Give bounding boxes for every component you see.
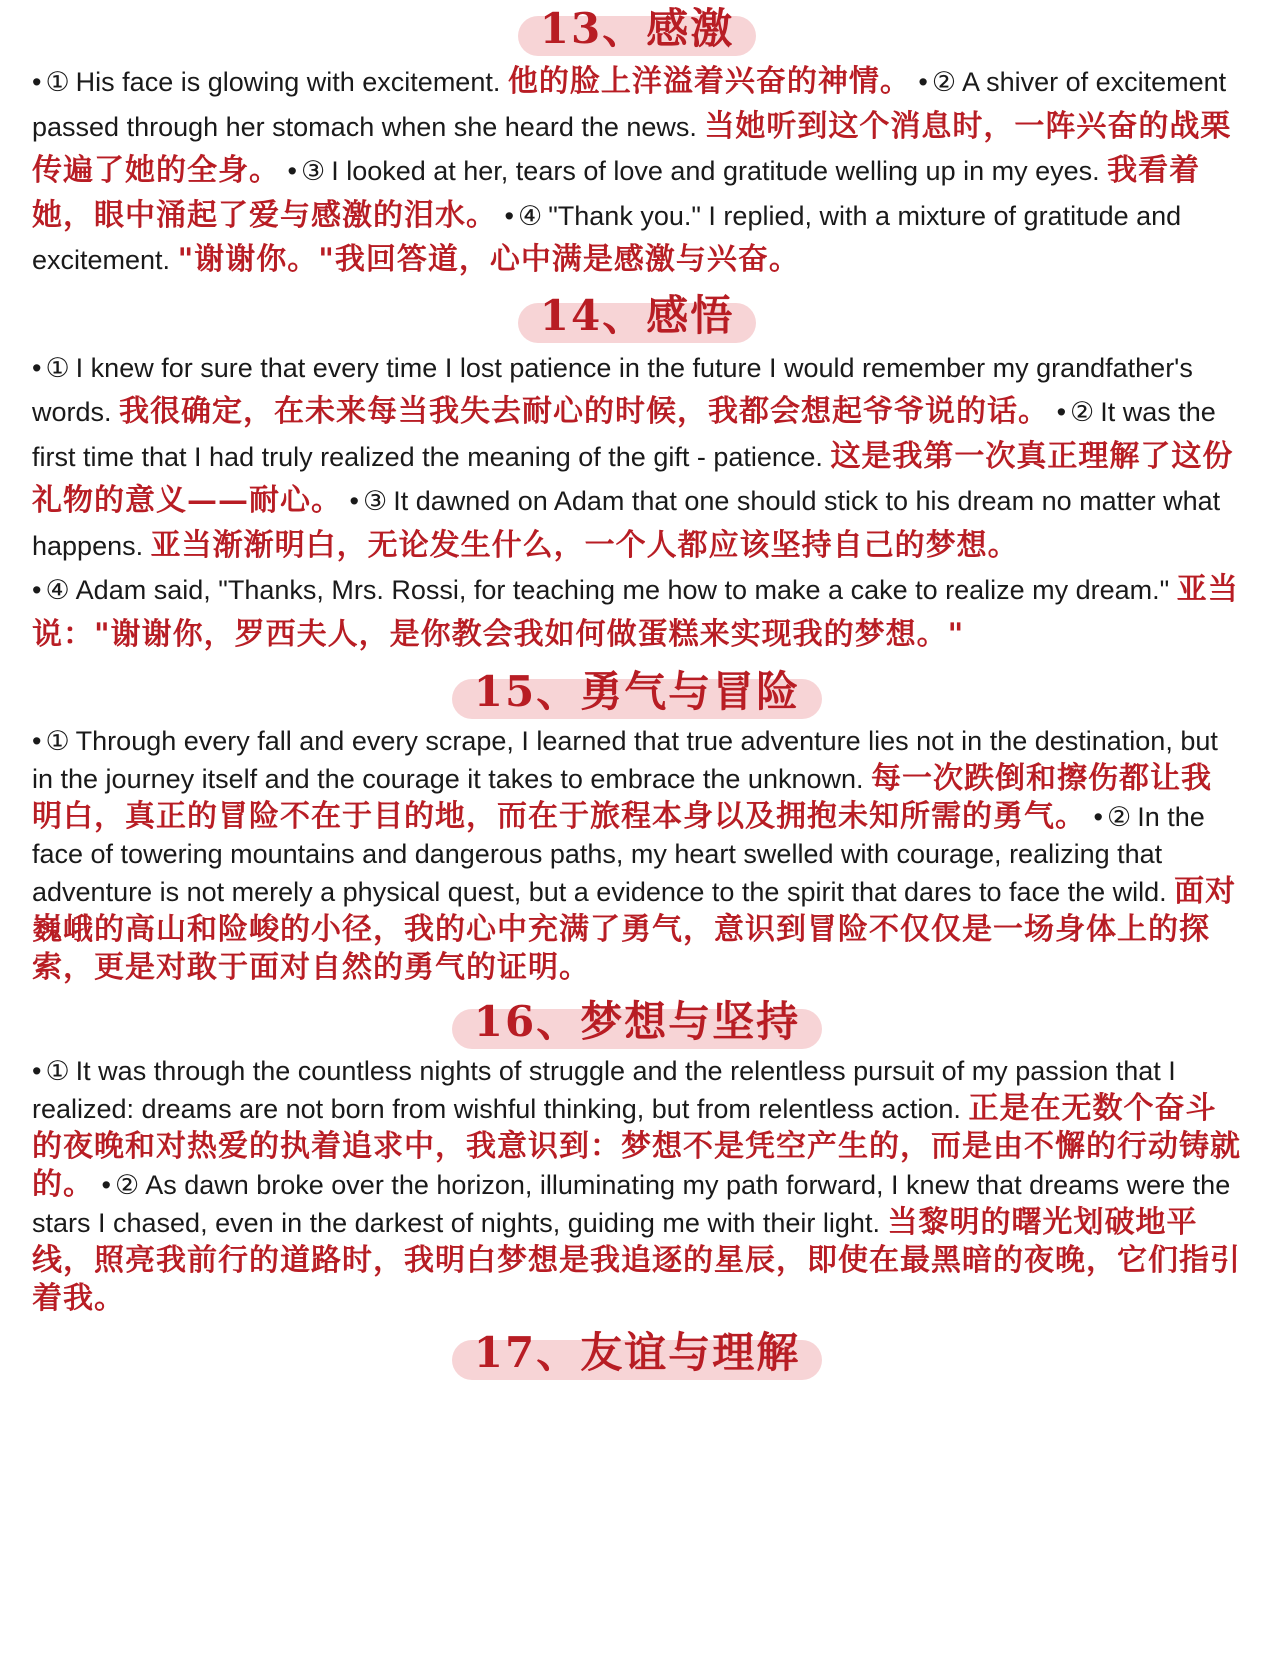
english-sentence: Through every fall and every scrape, I learned that true adventure lies not in the destination, but in the journey itself and the courage it takes to embrace the unknown. xyxy=(32,726,1218,794)
section-16 xyxy=(32,993,1242,1318)
english-sentence: It was the first time that I had truly realized the meaning of the gift - patience. xyxy=(32,397,1216,472)
chinese-translation: 他的脸上洋溢着兴奋的神情。 xyxy=(507,64,911,99)
section-heading-wrap xyxy=(32,1324,1242,1384)
section-heading-wrap xyxy=(32,287,1242,347)
section-heading: 13、感激 xyxy=(518,0,756,58)
bullet: • xyxy=(504,200,514,231)
section-heading: 14、感悟 xyxy=(518,287,756,345)
bullet: • xyxy=(918,67,928,97)
english-sentence: As dawn broke over the horizon, illuminating my path forward, I knew that dreams were the stars I chased, even in the darkest of nights, guiding me with their light. xyxy=(32,1170,1231,1238)
chinese-translation: 亚当渐渐明白，无论发生什么，一个人都应该坚持自己的梦想。 xyxy=(150,527,1019,563)
chinese-translation: 这是我第一次真正理解了这份礼物的意义——耐心。 xyxy=(32,438,1234,518)
chinese-translation: 我很确定，在未来每当我失去耐心的时候，我都会想起爷爷说的话。 xyxy=(119,394,1050,429)
section-heading-wrap xyxy=(32,993,1242,1053)
english-sentence: I knew for sure that every time I lost patience in the future I would remember my grandfather's words. xyxy=(32,352,1193,427)
bullet: • xyxy=(287,156,297,186)
chinese-translation: 亚当说："谢谢你，罗西夫人，是你教会我如何做蛋糕来实现我的梦想。" xyxy=(32,572,1239,652)
chinese-translation: "谢谢你。"我回答道，心中满是感激与兴奋。 xyxy=(177,242,800,277)
english-sentence: "Thank you." I replied, with a mixture of gratitude and excitement. xyxy=(32,200,1182,275)
item-number: ① xyxy=(45,352,70,383)
paragraph xyxy=(32,60,1242,283)
section-15 xyxy=(32,663,1242,987)
item-number: ③ xyxy=(300,156,326,186)
bullet: • xyxy=(32,726,42,756)
paragraph xyxy=(32,1053,1242,1318)
section-heading-wrap xyxy=(32,0,1242,60)
chinese-translation: 当她听到这个消息时，一阵兴奋的战栗传遍了她的全身。 xyxy=(32,108,1232,188)
section-heading: 15、勇气与冒险 xyxy=(452,663,822,721)
section-heading-wrap xyxy=(32,663,1242,723)
bullet: • xyxy=(32,575,42,605)
item-number: ① xyxy=(45,726,70,756)
item-number: ① xyxy=(45,67,70,97)
section-14 xyxy=(32,287,1242,658)
item-number: ① xyxy=(45,1056,70,1086)
paragraph xyxy=(32,723,1242,987)
bullet: • xyxy=(32,67,42,97)
english-sentence: Adam said, "Thanks, Mrs. Rossi, for teaching me how to make a cake to realize my dream." xyxy=(75,575,1170,605)
bullet: • xyxy=(101,1170,111,1200)
item-number: ② xyxy=(1106,802,1132,832)
bullet: • xyxy=(1056,397,1067,427)
english-sentence: His face is glowing with excitement. xyxy=(75,67,501,97)
bullet: • xyxy=(349,486,359,516)
paragraph xyxy=(32,347,1242,569)
english-sentence: It dawned on Adam that one should stick to his dream no matter what happens. xyxy=(32,486,1221,561)
chinese-translation: 每一次跌倒和擦伤都让我明白，真正的冒险不在于目的地，而在于旅程本身以及拥抱未知所需的勇气。 xyxy=(32,761,1213,834)
chinese-translation: 面对巍峨的高山和险峻的小径，我的心中充满了勇气，意识到冒险不仅仅是一场身体上的探索，更是对敢于面对自然的勇气的证明。 xyxy=(32,874,1237,985)
chinese-translation: 我看着她，眼中涌起了爱与感激的泪水。 xyxy=(32,153,1201,233)
bullet: • xyxy=(1093,802,1103,832)
section-heading: 16、梦想与坚持 xyxy=(452,993,822,1051)
item-number: ④ xyxy=(517,200,543,231)
section-17 xyxy=(32,1324,1242,1384)
chinese-translation: 正是在无数个奋斗的夜晚和对热爱的执着追求中，我意识到：梦想不是凭空产生的，而是由不懈的行动铸就的。 xyxy=(32,1091,1241,1202)
english-sentence: In the face of towering mountains and dangerous paths, my heart swelled with courage, realizing that adventure is not merely a physical quest, but a evidence to the spirit that dares to face the wild. xyxy=(32,802,1205,907)
english-sentence: I looked at her, tears of love and gratitude welling up in my eyes. xyxy=(331,156,1100,186)
section-heading: 17、友谊与理解 xyxy=(452,1324,822,1382)
paragraph xyxy=(32,568,1242,657)
section-13 xyxy=(32,0,1242,283)
chinese-translation: 当黎明的曙光划破地平线，照亮我前行的道路时，我明白梦想是我追逐的星辰，即使在最黑暗的夜晚，它们指引着我。 xyxy=(32,1205,1241,1316)
item-number: ③ xyxy=(362,486,388,516)
english-sentence: It was through the countless nights of struggle and the relentless pursuit of my passion that I realized: dreams are not born from wishful thinking, but from relentless action. xyxy=(32,1056,1176,1124)
item-number: ④ xyxy=(45,575,70,605)
english-sentence: A shiver of excitement passed through her stomach when she heard the news. xyxy=(32,67,1227,142)
bullet: • xyxy=(32,1056,42,1086)
item-number: ② xyxy=(114,1170,140,1200)
bullet: • xyxy=(32,352,42,383)
item-number: ② xyxy=(931,67,957,97)
item-number: ② xyxy=(1070,397,1095,427)
